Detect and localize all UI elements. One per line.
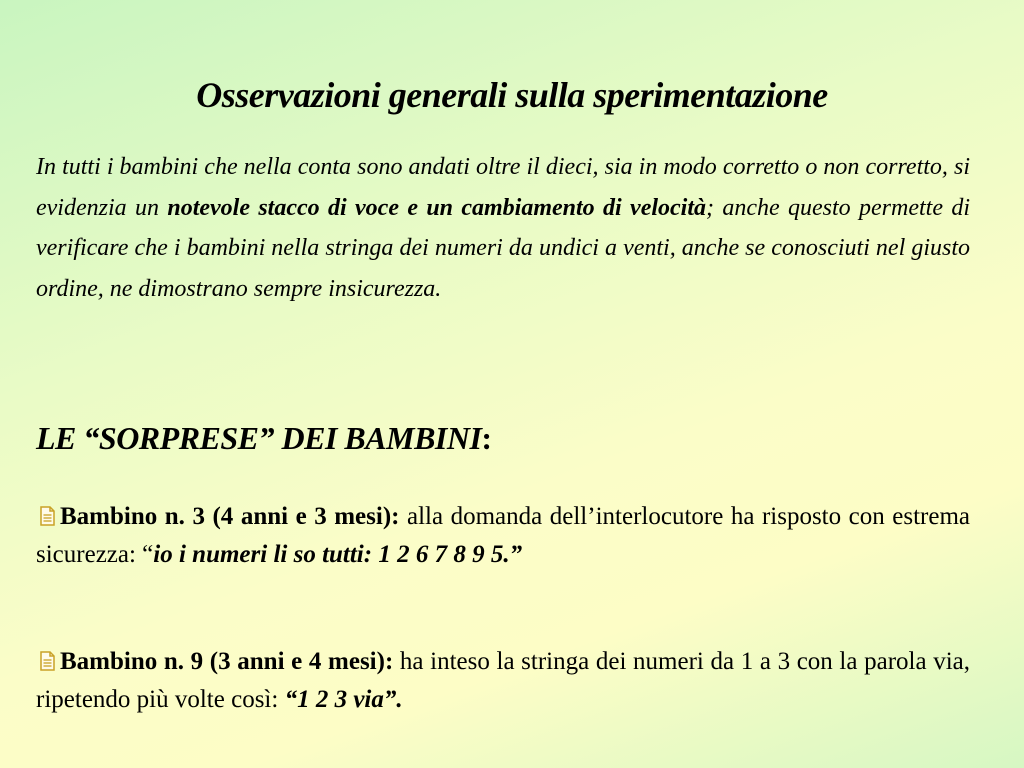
section-heading (36, 420, 492, 457)
intro-text-end: ; anche questo permette di verificare che i bambini nella stringa dei numeri da undici a venti, anche se conosciuti nel giusto ordine, ne dimostrano sempre insicurezza. (36, 194, 970, 302)
case-label: Bambino n. 9 (3 anni e 4 mesi): (60, 648, 394, 675)
case-item-2 (36, 643, 970, 718)
document-icon (36, 501, 58, 523)
section-heading-text: LE “SORPRESE” DEI BAMBINI (36, 420, 482, 456)
intro-paragraph (36, 147, 970, 309)
slide-title: Osservazioni generali sulla sperimentazione (196, 75, 828, 115)
case-quote: io i numeri li so tutti: 1 2 6 7 8 9 5.” (153, 540, 523, 568)
case-label: Bambino n. 3 (4 anni e 3 mesi): (60, 503, 400, 530)
case-quote: “1 2 3 via”. (284, 685, 403, 713)
intro-emphasis: notevole stacco di voce e un cambiamento di velocità (167, 194, 707, 221)
section-heading-colon: : (481, 420, 492, 456)
case-item-1 (36, 498, 970, 573)
document-icon (36, 646, 58, 668)
case-text: alla domanda dell’interlocutore ha risposto con estrema sicurezza: “ (36, 503, 970, 568)
intro-text-start: In tutti i bambini che nella conta sono andati oltre il dieci, sia in modo corretto o non corretto, si evidenzia un (36, 154, 970, 221)
case-text: ha inteso la stringa dei numeri da 1 a 3 con la parola via, ripetendo più volte così: (36, 648, 970, 713)
